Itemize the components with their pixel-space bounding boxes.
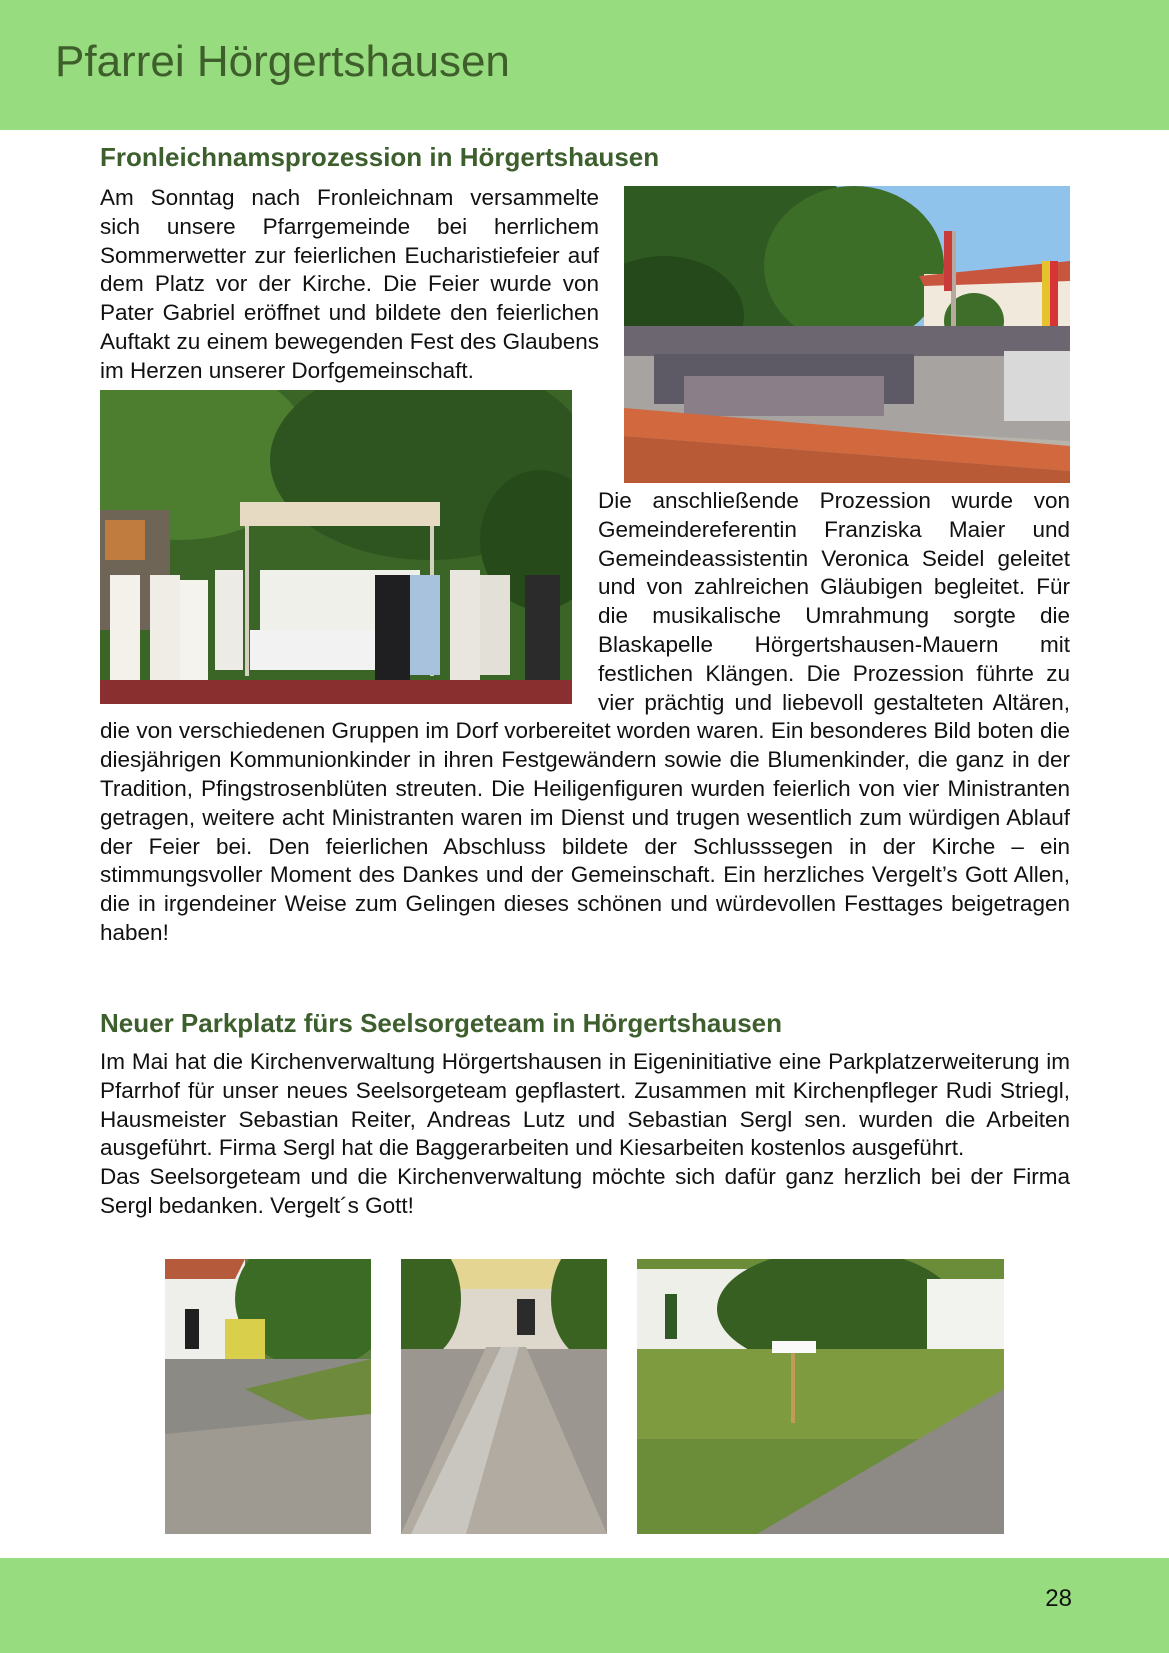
parking-photo-sign: [637, 1259, 1004, 1534]
article-procession-paragraph-2-text: Die anschließende Prozession wurde von Gemeindereferentin Franziska Maier und Gemeindeassistentin Veronica Seidel geleitet und von zahlreichen Gläubigen begleitet. Für die musikalische Umrahmung sorgte die Blaskapelle Hörgertshausen-Mauern mit festlichen Klängen. Die Prozession führte zu vier prächtig und liebevoll gestalteten Altären, die von verschiedenen Gruppen im Dorf vorbereitet worden waren. Ein besonderes Bild boten die diesjährigen Kommunionkinder in ihren Festgewändern sowie die Blumenkinder, die ganz in der Tradition, Pfingstrosenblüten streuten. Die Heiligenfiguren wurden feierlich von vier Ministranten getragen, weitere acht Ministranten waren im Dienst und trugen wesentlich zum würdigen Ablauf der Feier bei. Den feierlichen Abschluss bildete der Schlusssegen in der Kirche – ein stimmungsvoller Moment des Dankes und der Gemeinschaft. Ein herzliches Vergelt’s Gott Allen, die in irgendeiner Weise zum Gelingen dieses schönen und würdevollen Festtages beigetragen haben!: [100, 488, 1070, 945]
article-parking-paragraph-1: Im Mai hat die Kirchenverwaltung Hörgertshausen in Eigeninitiative eine Parkplatzerweiterung im Pfarrhof für unser neues Seelsorgeteam gepflastert. Zusammen mit Kirchenpfleger Rudi Striegl, Hausmeister Sebastian Reiter, Andreas Lutz und Sebastian Sergl sen. wurden die Arbeiten ausgeführt. Firma Sergl hat die Baggerarbeiten und Kiesarbeiten kostenlos ausgeführt.: [100, 1049, 1070, 1161]
article-heading-parking: Neuer Parkplatz fürs Seelsorgeteam in Hörgertshausen: [100, 1008, 783, 1038]
article-procession: [100, 184, 1070, 948]
parking-photo-excavator: [165, 1259, 371, 1534]
altar-photo: [100, 390, 572, 704]
article-heading-procession: Fronleichnamsprozession in Hörgertshausen: [100, 142, 660, 172]
article-procession-paragraph-1: Am Sonntag nach Fronleichnam versammelte sich unsere Pfarrgemeinde bei herrlichem Sommerwetter zur feierlichen Eucharistiefeier auf dem Platz vor der Kirche. Die Feier wurde von Pater Gabriel eröffnet und bildete den feierlichen Auftakt zu einem bewegenden Fest des Glaubens im Herzen unserer Dorfgemeinschaft.: [100, 185, 599, 383]
procession-photo: [624, 186, 1070, 483]
footer-band: [0, 1558, 1169, 1653]
article-parking: [100, 1048, 1070, 1221]
header-band: [0, 0, 1169, 130]
page-title: Pfarrei Hörgertshausen: [55, 37, 510, 86]
page-number: 28: [1045, 1585, 1072, 1612]
article-parking-paragraph-2: Das Seelsorgeteam und die Kirchenverwaltung möchte sich dafür ganz herzlich bei der Firma Sergl bedanken. Vergelt´s Gott!: [100, 1164, 1070, 1218]
parking-photo-path: [401, 1259, 607, 1534]
